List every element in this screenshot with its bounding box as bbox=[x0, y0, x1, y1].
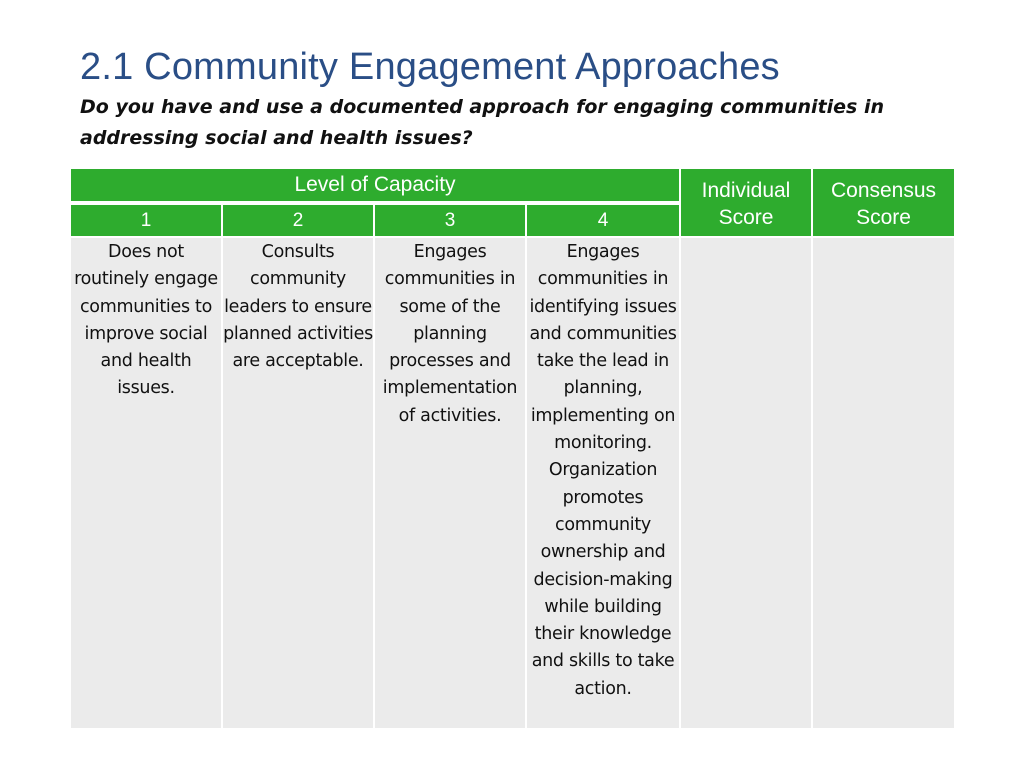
level-1-header: 1 bbox=[71, 205, 221, 236]
level-4-header: 4 bbox=[527, 205, 679, 236]
consensus-score-cell[interactable] bbox=[813, 238, 954, 728]
level-3-header: 3 bbox=[375, 205, 525, 236]
level-4-description: Engages communities in identifying issues and communities take the lead in planning, implementing on monitoring. Organization promotes community ownership and decision-making while building their knowledge and skills to take action. bbox=[527, 238, 679, 728]
slide-title: 2.1 Community Engagement Approaches bbox=[80, 46, 780, 88]
individual-score-header: Individual Score bbox=[681, 169, 811, 236]
level-of-capacity-header: Level of Capacity bbox=[71, 169, 679, 201]
level-1-description: Does not routinely engage communities to improve social and health issues. bbox=[71, 238, 221, 728]
consensus-score-header: Consensus Score bbox=[813, 169, 954, 236]
individual-score-cell[interactable] bbox=[681, 238, 811, 728]
level-3-description: Engages communities in some of the planning processes and implementation of activities. bbox=[375, 238, 525, 728]
level-2-description: Consults community leaders to ensure planned activities are acceptable. bbox=[223, 238, 373, 728]
slide-question: Do you have and use a documented approach for engaging communities in addressing social and health issues? bbox=[80, 96, 885, 149]
level-2-header: 2 bbox=[223, 205, 373, 236]
